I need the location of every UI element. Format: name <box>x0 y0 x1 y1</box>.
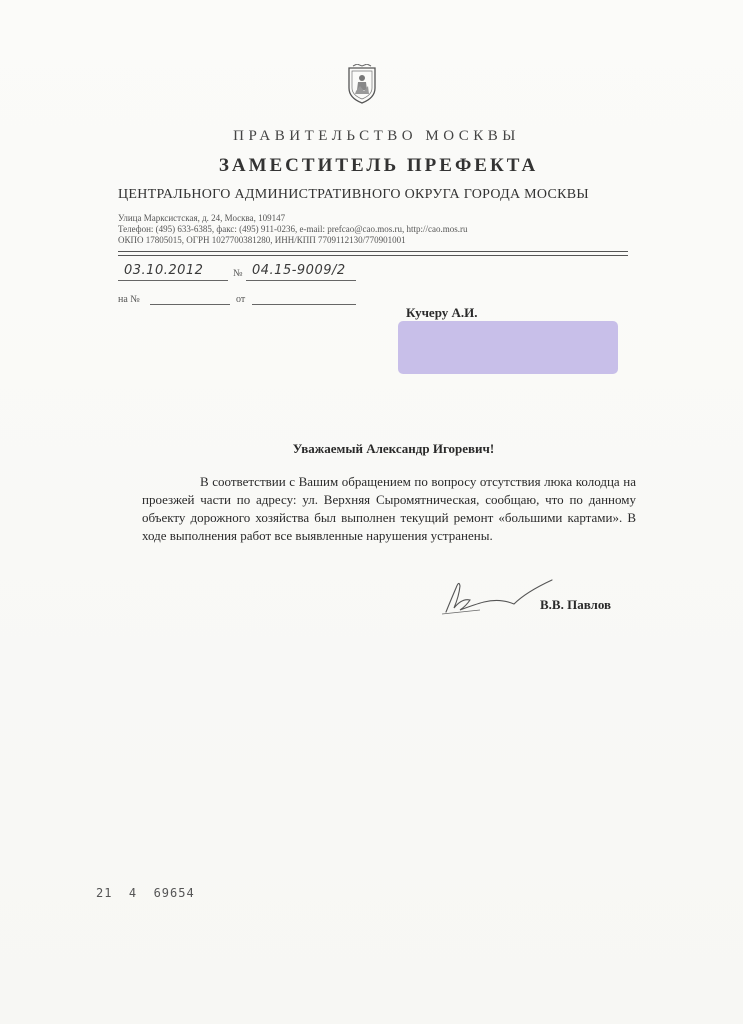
codes-line: ОКПО 17805015, ОГРН 1027700381280, ИНН/КПП 7709112130/770901001 <box>118 235 406 245</box>
letter-body: В соответствии с Вашим обращением по вопросу отсутствия люка колодца на проезжей части по адресу: ул. Верхняя Сыромятническая, сообщаю, что по данному объекту дорожного хозяйства был выполнен текущий ремонт «большими картами». В ходе выполнения работ все выявленные нарушения устранены. <box>142 474 636 543</box>
number-label: № <box>233 268 243 279</box>
contact-block <box>118 213 468 246</box>
registration-date: 03.10.2012 <box>124 263 204 278</box>
reply-number-underline <box>150 294 230 305</box>
address-line: Улица Марксистская, д. 24, Москва, 109147 <box>118 213 286 223</box>
district-title: ЦЕНТРАЛЬНОГО АДМИНИСТРАТИВНОГО ОКРУГА ГОРОДА МОСКВЫ <box>118 187 589 202</box>
deputy-prefect-title: ЗАМЕСТИТЕЛЬ ПРЕФЕКТА <box>218 155 539 176</box>
reply-from-label: от <box>236 294 246 305</box>
moscow-coat-of-arms-icon <box>347 64 377 104</box>
registration-number: 04.15-9009/2 <box>252 263 346 278</box>
government-title: ПРАВИТЕЛЬСТВО МОСКВЫ <box>233 128 520 144</box>
header-divider <box>118 251 628 256</box>
addressee-name: Кучеру А.И. <box>406 305 478 320</box>
phone-line: Телефон: (495) 633-6385, факс: (495) 911-0236, e-mail: prefcao@cao.mos.ru, http://cao.mos.ru <box>118 224 468 234</box>
reply-number-label: на № <box>118 294 140 305</box>
reply-from-underline <box>252 294 356 305</box>
signer-name: В.В. Павлов <box>540 597 612 612</box>
salutation: Уважаемый Александр Игоревич! <box>292 441 495 456</box>
redacted-address-block <box>398 321 618 374</box>
footer-code: 21 4 69654 <box>96 886 195 900</box>
